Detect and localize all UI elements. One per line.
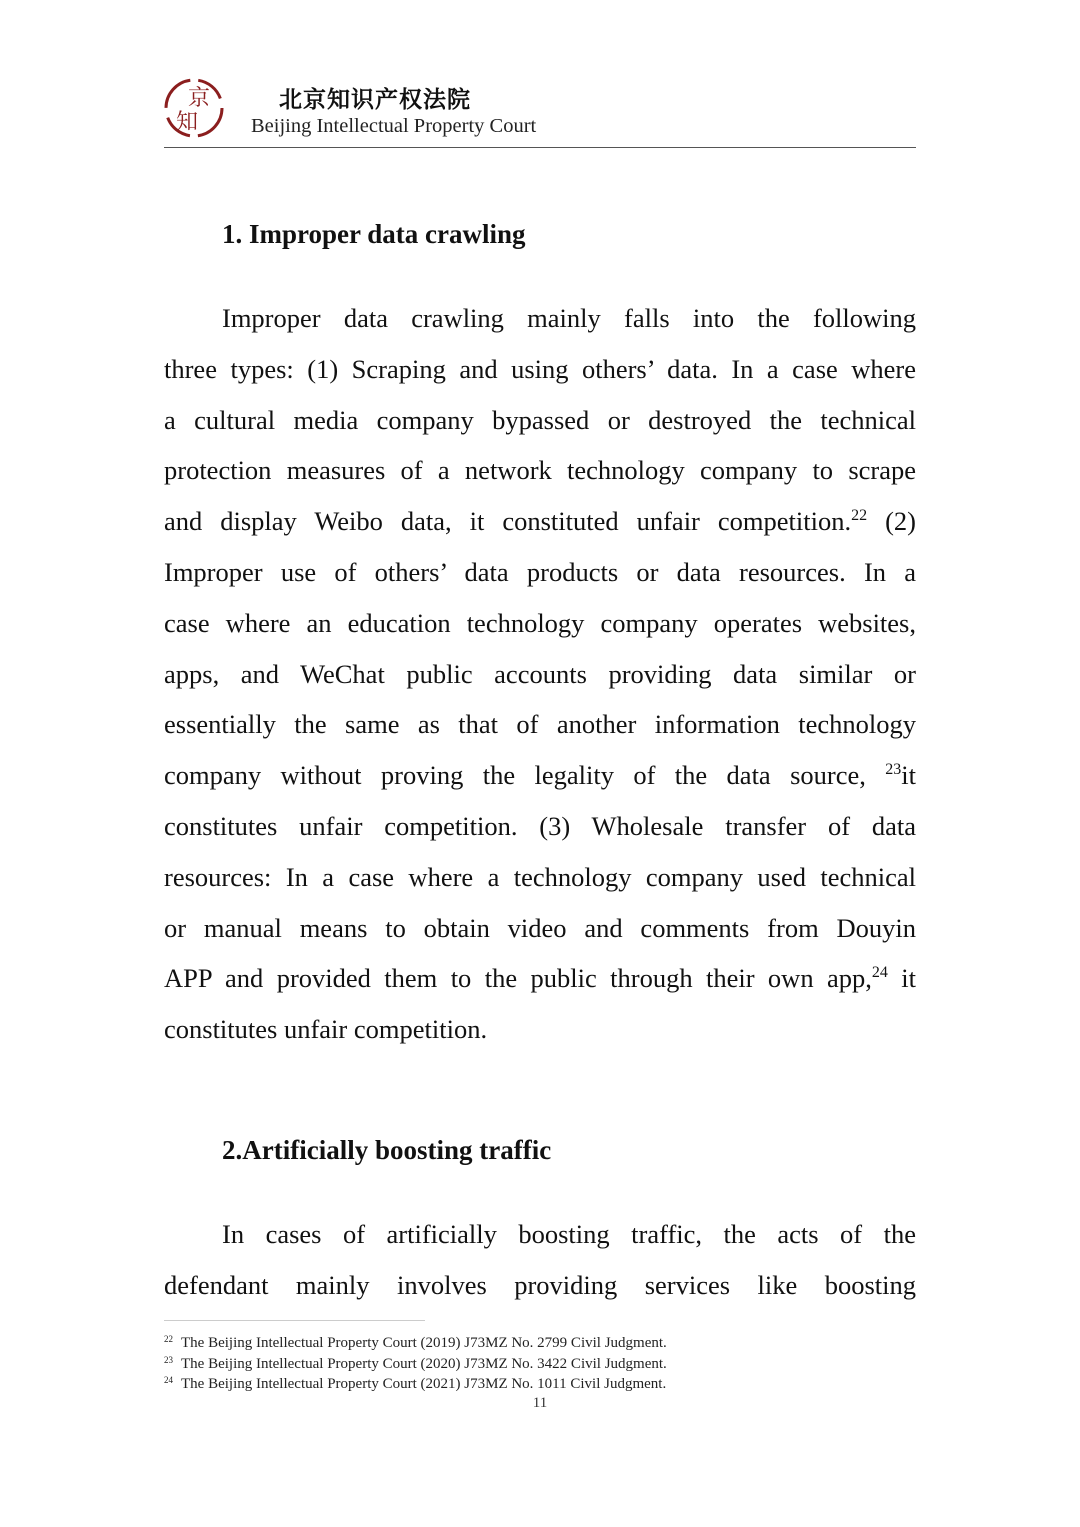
footnote-number: 24: [164, 1375, 173, 1385]
footnote-text: The Beijing Intellectual Property Court (2020) J73MZ No. 3422 Civil Judgment.: [181, 1355, 667, 1372]
text-line: [164, 912, 916, 944]
footnote-divider: [164, 1320, 425, 1321]
text-segment: In cases of artificially boosting traffic, the acts of the: [222, 1219, 916, 1249]
header-divider: [164, 147, 916, 148]
footnote-ref: 24: [871, 964, 888, 982]
text-line: [164, 404, 916, 436]
footnote: [164, 1375, 666, 1393]
text-line: [164, 962, 916, 994]
section-heading-2: 2.Artificially boosting traffic: [222, 1135, 552, 1165]
text-segment: defendant mainly involves providing services like boosting: [164, 1269, 916, 1300]
text-segment: apps, and WeChat public accounts providing data similar or: [164, 658, 916, 689]
text-line: [164, 454, 916, 486]
text-segment: protection measures of a network technology company to scrape: [164, 455, 916, 486]
text-line: [164, 1013, 916, 1045]
text-line: [164, 810, 916, 842]
svg-text:知: 知: [175, 110, 199, 135]
text-segment: constitutes unfair competition. (3) Wholesale transfer of data: [164, 811, 916, 841]
text-segment: it: [887, 963, 917, 994]
text-line: [164, 658, 916, 690]
footnote-text: The Beijing Intellectual Property Court (2019) J73MZ No. 2799 Civil Judgment.: [181, 1335, 667, 1351]
text-segment: company without proving the legality of the data source,: [164, 760, 886, 791]
text-segment: constitutes unfair competition.: [164, 1014, 488, 1045]
text-segment: it: [901, 760, 916, 791]
text-segment: essentially the same as that of another information technology: [164, 709, 916, 740]
section-heading-1: 1. Improper data crawling: [222, 219, 526, 249]
svg-text:京: 京: [187, 86, 211, 111]
court-logo: [163, 77, 225, 139]
text-segment: or manual means to obtain video and comments from Douyin: [164, 912, 916, 943]
text-segment: (2): [867, 506, 916, 537]
footnote: [164, 1355, 667, 1373]
text-line: [222, 302, 916, 334]
text-segment: resources: In a case where a technology company used technical: [164, 861, 916, 892]
court-name-chinese: 北京知识产权法院: [279, 87, 471, 113]
footnote-ref: 22: [851, 507, 868, 525]
text-segment: a cultural media company bypassed or destroyed the technical: [164, 404, 916, 435]
page-number: 11: [532, 1395, 548, 1411]
text-line: [164, 556, 916, 588]
text-segment: and display Weibo data, it constituted unfair competition.: [164, 506, 852, 537]
text-line: [164, 505, 916, 537]
text-segment: case where an education technology company operates websites,: [164, 607, 916, 638]
footnote-number: 23: [164, 1354, 173, 1365]
footnote: [164, 1334, 667, 1352]
text-line: [164, 759, 916, 791]
footnote-ref: 23: [885, 761, 902, 779]
text-line: [164, 1269, 916, 1301]
text-segment: Improper use of others’ data products or data resources. In a: [164, 557, 916, 587]
text-line: [164, 861, 916, 893]
text-segment: Improper data crawling mainly falls into the following: [222, 303, 916, 333]
text-line: [164, 353, 916, 385]
text-segment: three types: (1) Scraping and using others’ data. In a case where: [164, 353, 916, 384]
text-segment: APP and provided them to the public through their own app,: [164, 963, 872, 994]
footnote-number: 22: [164, 1334, 173, 1344]
text-line: [222, 1218, 916, 1250]
court-name-english: Beijing Intellectual Property Court: [251, 115, 537, 137]
text-line: [164, 607, 916, 639]
footnote-text: The Beijing Intellectual Property Court (2021) J73MZ No. 1011 Civil Judgment.: [181, 1376, 667, 1392]
text-line: [164, 708, 916, 740]
